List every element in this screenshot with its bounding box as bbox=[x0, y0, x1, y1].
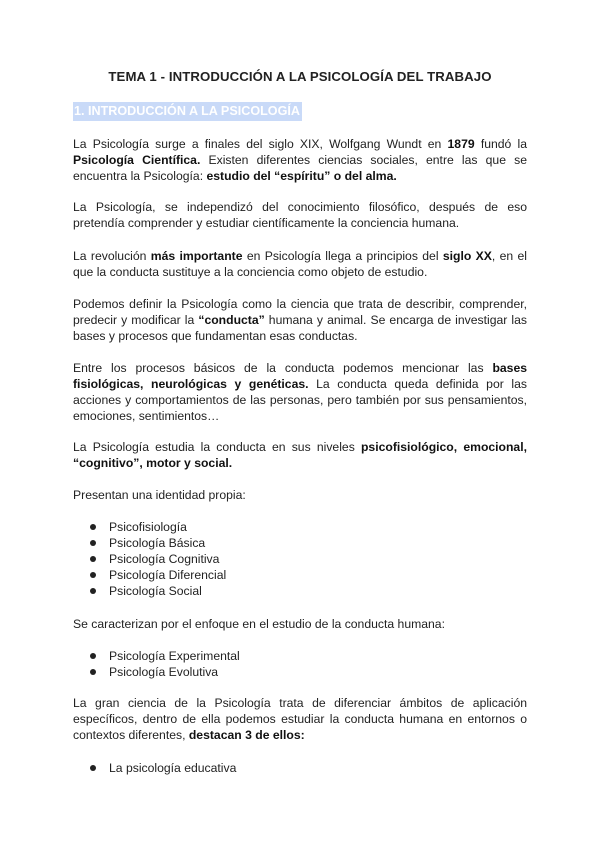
paragraph-focus: Se caracterizan por el enfoque en el estudio de la conducta humana: bbox=[73, 617, 445, 631]
bullet-list-application bbox=[73, 760, 527, 776]
paragraph-application: La gran ciencia de la Psicología trata de diferenciar ámbitos de aplicación específicos, dentro de ella podemos estudiar la conducta humana en entornos o contextos diferentes, destacan 3 de ellos: bbox=[73, 696, 527, 742]
paragraph-origin: La Psicología surge a finales del siglo XIX, Wolfgang Wundt en 1879 fundó la Psicología Científica. Existen diferentes ciencias sociales, entre las que se encuentra la Psicología: estudio del “espíritu” o del alma. bbox=[73, 137, 527, 183]
paragraph-basic-processes: Entre los procesos básicos de la conducta podemos mencionar las bases fisiológicas, neurológicas y genéticas. La conducta queda definida por las acciones y comportamientos de las personas, pero también por sus pensamientos, emociones, sentimientos… bbox=[73, 361, 527, 423]
bullet-icon bbox=[90, 588, 96, 594]
section-heading: 1. INTRODUCCIÓN A LA PSICOLOGÍA bbox=[73, 102, 302, 121]
paragraph-independence: La Psicología, se independizó del conocimiento filosófico, después de eso pretendía comprender y estudiar científicamente la conciencia humana. bbox=[73, 200, 527, 230]
bullet-icon bbox=[90, 653, 96, 659]
list-item: La psicología educativa bbox=[73, 760, 527, 776]
list-item: Psicología Evolutiva bbox=[73, 664, 527, 680]
bullet-icon bbox=[90, 540, 96, 546]
list-item: Psicofisiología bbox=[73, 519, 527, 535]
bullet-icon bbox=[90, 765, 96, 771]
paragraph-definition: Podemos definir la Psicología como la ciencia que trata de describir, comprender, predecir y modificar la “conducta” humana y animal. Se encarga de investigar las bases y procesos que fundamentan esas conductas. bbox=[73, 297, 527, 343]
bullet-list-focus bbox=[73, 648, 527, 680]
paragraph-levels: La Psicología estudia la conducta en sus niveles psicofisiológico, emocional, “cognitivo”, motor y social. bbox=[73, 440, 527, 470]
bullet-icon bbox=[90, 669, 96, 675]
bullet-icon bbox=[90, 556, 96, 562]
bullet-list-identity bbox=[73, 519, 527, 599]
bullet-icon bbox=[90, 524, 96, 530]
document-title: TEMA 1 - INTRODUCCIÓN A LA PSICOLOGÍA DEL TRABAJO bbox=[108, 69, 492, 84]
paragraph-revolution: La revolución más importante en Psicología llega a principios del siglo XX, en el que la conducta sustituye a la conciencia como objeto de estudio. bbox=[73, 249, 527, 279]
list-item: Psicología Básica bbox=[73, 535, 527, 551]
paragraph-identity: Presentan una identidad propia: bbox=[73, 488, 246, 502]
list-item: Psicología Diferencial bbox=[73, 567, 527, 583]
bullet-icon bbox=[90, 572, 96, 578]
list-item: Psicología Cognitiva bbox=[73, 551, 527, 567]
list-item: Psicología Social bbox=[73, 583, 527, 599]
list-item: Psicología Experimental bbox=[73, 648, 527, 664]
